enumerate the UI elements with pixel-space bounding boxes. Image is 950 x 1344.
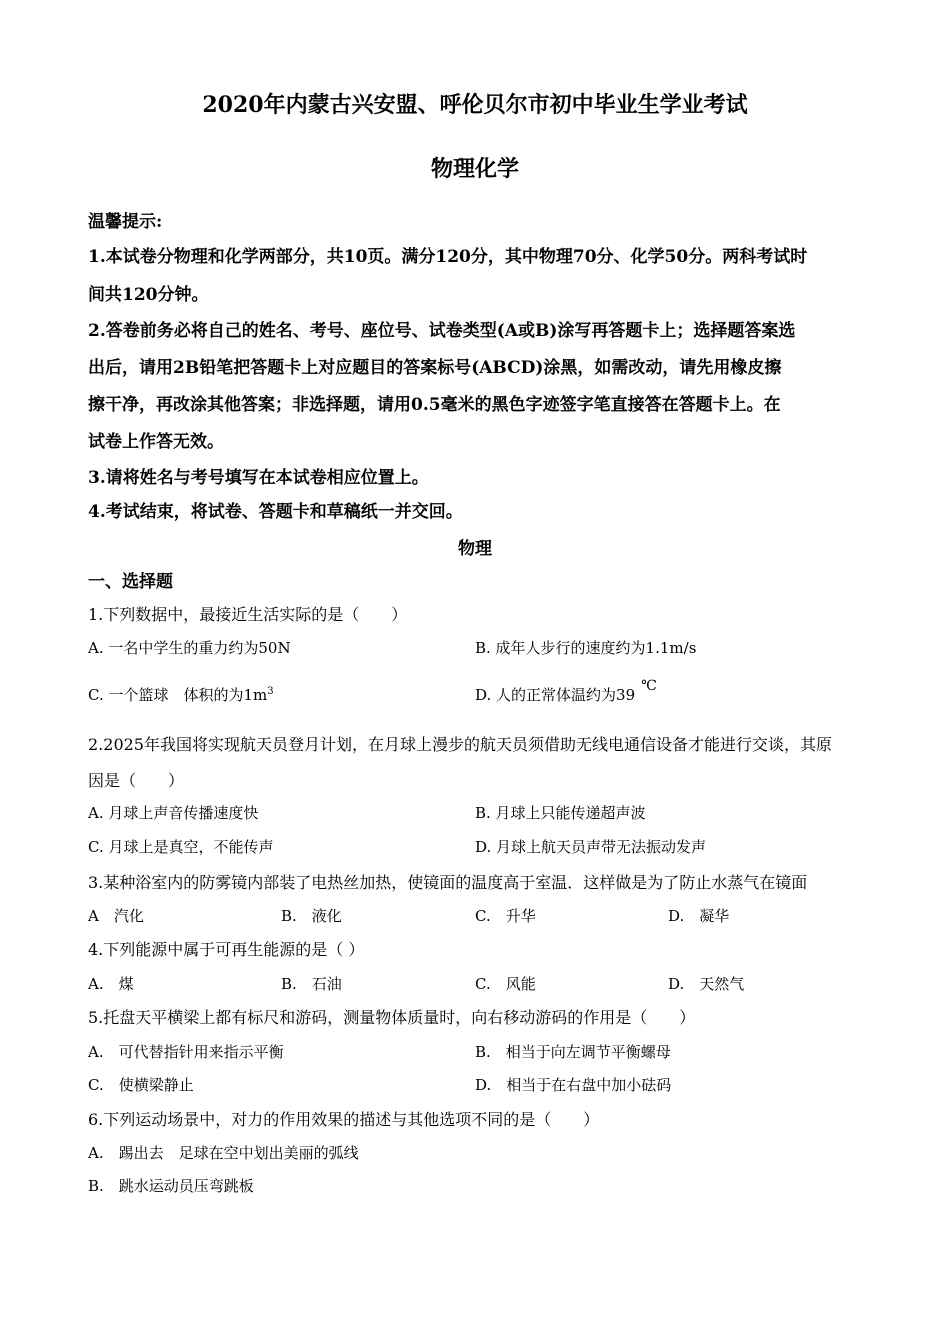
question-1-option-c-text: C. 一个篮球 体积的为1m xyxy=(88,686,268,704)
question-5-option-d: D. 相当于在右盘中加小砝码 xyxy=(475,1076,672,1094)
question-1-stem: 1.下列数据中，最接近生活实际的是（ ） xyxy=(88,605,408,624)
exam-subtitle: 物理化学 xyxy=(430,156,519,182)
question-3-option-a: A 汽化 xyxy=(88,907,144,925)
notice-line-4: 出后，请用2B铅笔把答题卡上对应题目的答案标号(ABCD)涂黑，如需改动，请先用橡皮擦 xyxy=(88,358,782,378)
question-3-stem: 3.某种浴室内的防雾镜内部装了电热丝加热，使镜面的温度高于室温．这样做是为了防止水蒸气在镜面 xyxy=(88,873,808,892)
notice-line-1: 1.本试卷分物理和化学两部分，共10页。满分120分，其中物理70分、化学50分。两科考试时 xyxy=(88,247,808,267)
question-2-option-a: A. 月球上声音传播速度快 xyxy=(88,804,259,822)
question-2-option-d: D. 月球上航天员声带无法振动发声 xyxy=(475,838,707,856)
question-5-stem: 5.托盘天平横梁上都有标尺和游码，测量物体质量时，向右移动游码的作用是（ ） xyxy=(88,1008,696,1027)
question-4-option-b: B. 石油 xyxy=(281,975,342,993)
subject-heading: 物理 xyxy=(458,539,492,559)
notice-line-5: 擦干净，再改涂其他答案；非选择题，请用0.5毫米的黑色字迹签字笔直接答在答题卡上。在 xyxy=(88,395,781,415)
question-4-option-c: C. 风能 xyxy=(475,975,536,993)
question-5-option-c: C. 使横梁静止 xyxy=(88,1076,194,1094)
question-6-option-a: A. 踢出去 足球在空中划出美丽的弧线 xyxy=(88,1144,359,1162)
question-5-option-a: A. 可代替指针用来指示平衡 xyxy=(88,1043,284,1061)
exam-title: 2020年内蒙古兴安盟、呼伦贝尔市初中毕业生学业考试 xyxy=(202,92,748,118)
question-4-option-a: A. 煤 xyxy=(88,975,134,993)
notice-line-3: 2.答卷前务必将自己的姓名、考号、座位号、试卷类型(A或B)涂写再答题卡上；选择题答案选 xyxy=(88,321,796,341)
question-1-option-b: B. 成年人步行的速度约为1.1m/s xyxy=(475,639,697,657)
question-1-option-d xyxy=(475,678,657,705)
question-1-option-c xyxy=(88,684,274,705)
notice-line-8: 4.考试结束，将试卷、答题卡和草稿纸一并交回。 xyxy=(88,502,463,522)
section-heading: 一、选择题 xyxy=(88,572,173,592)
notice-line-6: 试卷上作答无效。 xyxy=(88,432,224,452)
question-6-option-b: B. 跳水运动员压弯跳板 xyxy=(88,1177,254,1195)
question-2-option-c: C. 月球上是真空，不能传声 xyxy=(88,838,274,856)
celsius-unit: ℃ xyxy=(641,678,657,694)
question-5-option-b: B. 相当于向左调节平衡螺母 xyxy=(475,1043,671,1061)
question-3-option-b: B. 液化 xyxy=(281,907,342,925)
question-2-stem-line-1: 2.2025年我国将实现航天员登月计划，在月球上漫步的航天员须借助无线电通信设备才能进行交谈，其原 xyxy=(88,735,832,754)
question-1-option-d-text: D. 人的正常体温约为39 xyxy=(475,686,636,704)
question-1-option-a: A. 一名中学生的重力约为50N xyxy=(88,639,291,657)
question-2-stem-line-2: 因是（ ） xyxy=(88,771,185,790)
notice-line-2: 间共120分钟。 xyxy=(88,285,209,305)
notice-line-7: 3.请将姓名与考号填写在本试卷相应位置上。 xyxy=(88,468,429,488)
question-3-option-d: D. 凝华 xyxy=(668,907,730,925)
question-6-stem: 6.下列运动场景中，对力的作用效果的描述与其他选项不同的是（ ） xyxy=(88,1110,600,1129)
question-4-stem: 4.下列能源中属于可再生能源的是（ ） xyxy=(88,940,365,959)
notice-heading: 温馨提示: xyxy=(88,212,163,232)
question-4-option-d: D. 天然气 xyxy=(668,975,745,993)
question-2-option-b: B. 月球上只能传递超声波 xyxy=(475,804,646,822)
question-3-option-c: C. 升华 xyxy=(475,907,536,925)
cubic-superscript: 3 xyxy=(267,686,274,697)
